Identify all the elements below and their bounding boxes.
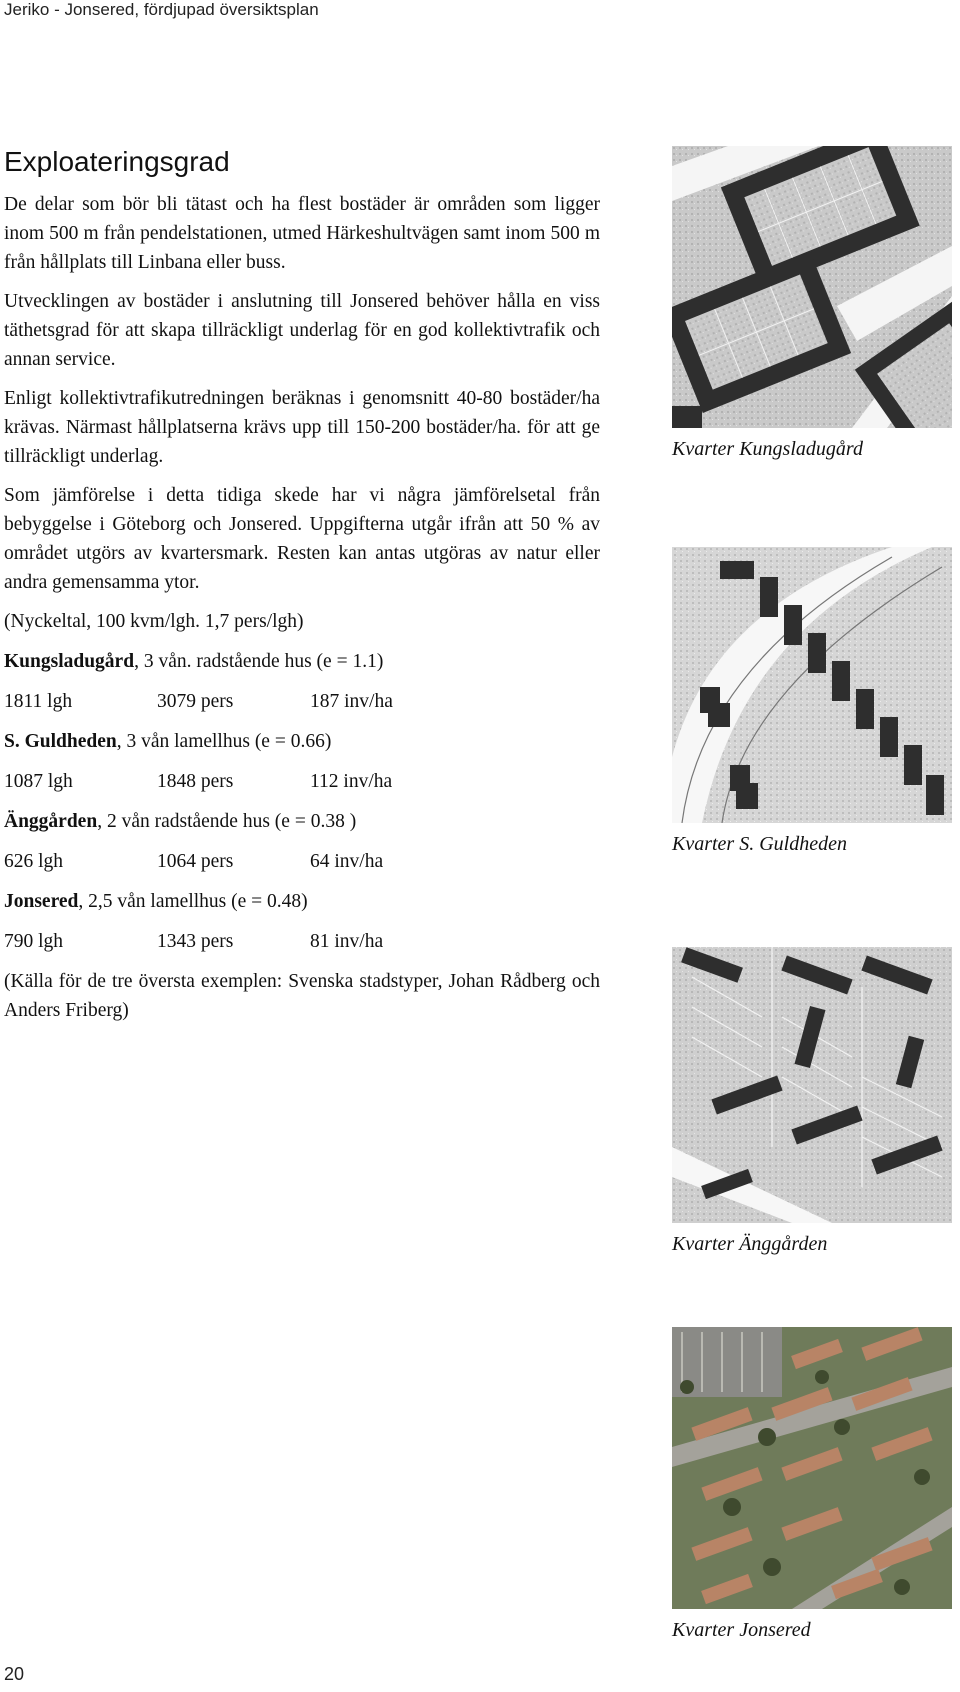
- stat-pers: 1064 pers: [157, 851, 234, 872]
- stat-pers: 1848 pers: [157, 771, 234, 792]
- stat-inv: 81 inv/ha: [310, 931, 384, 952]
- running-header: Jeriko - Jonsered, fördjupad översiktsplan: [4, 0, 319, 19]
- aerial-photo-jonsered: [672, 1327, 952, 1609]
- paragraph: Som jämförelse i detta tidiga skede har vi några jämförelsetal från bebyggelse i Göteborg och Jonsered. Uppgifterna utgår ifrån att 50 % av området utgörs av kvartersmark. Resten kan antas utgöras av natur eller andra gemensamma ytor.: [4, 485, 600, 593]
- stat-inv: 187 inv/ha: [310, 691, 393, 712]
- example-desc: , 2,5 vån lamellhus (e = 0.48): [78, 891, 308, 912]
- page-number: 20: [4, 1664, 25, 1684]
- figure-caption: Kvarter Änggården: [672, 1233, 828, 1255]
- plan-map-anggarden: [672, 947, 952, 1223]
- stat-lgh: 1811 lgh: [4, 691, 73, 712]
- example-title: [4, 727, 600, 756]
- figure-caption: Kvarter Kungsladugård: [672, 438, 863, 460]
- example-name: Änggården: [4, 811, 98, 832]
- example-name: S. Guldheden: [4, 731, 117, 752]
- example-name: Jonsered: [4, 891, 79, 912]
- example-stats: [4, 847, 600, 876]
- figure-guldheden: [672, 547, 952, 856]
- stat-lgh: 790 lgh: [4, 931, 64, 952]
- example-title: [4, 807, 600, 836]
- example-title: [4, 647, 600, 676]
- example-stats: [4, 927, 600, 956]
- paragraph: Utvecklingen av bostäder i anslutning till Jonsered behöver hålla en viss täthetsgrad för att skapa tillräckligt underlag för en god kollektivtrafik och annan service.: [4, 291, 600, 370]
- key-figures: (Nyckeltal, 100 kvm/lgh. 1,7 pers/lgh): [4, 611, 304, 632]
- source-note: (Källa för de tre översta exemplen: Svenska stadstyper, Johan Rådberg och Anders Friberg): [4, 971, 600, 1021]
- stat-inv: 112 inv/ha: [310, 771, 393, 792]
- figure-anggarden: [672, 947, 952, 1256]
- example-desc: , 2 vån radstående hus (e = 0.38 ): [97, 811, 357, 832]
- example-name: Kungsladugård: [4, 651, 135, 672]
- figure-jonsered: [672, 1327, 952, 1642]
- stat-inv: 64 inv/ha: [310, 851, 384, 872]
- figure-caption: Kvarter S. Guldheden: [672, 833, 847, 855]
- stat-lgh: 626 lgh: [4, 851, 64, 872]
- stat-pers: 3079 pers: [157, 691, 234, 712]
- example-desc: , 3 vån lamellhus (e = 0.66): [116, 731, 332, 752]
- section-heading: Exploateringsgrad: [4, 146, 230, 177]
- main-text-column: [4, 146, 600, 1045]
- paragraph: De delar som bör bli tätast och ha flest bostäder är områden som ligger inom 500 m från pendelstationen, utmed Härkeshultvägen samt inom 500 m från hållplats till Linbana eller buss.: [4, 194, 600, 273]
- example-desc: , 3 vån. radstående hus (e = 1.1): [134, 651, 384, 672]
- figure-kungsladugard: [672, 146, 952, 461]
- figure-caption: Kvarter Jonsered: [672, 1619, 811, 1641]
- stat-pers: 1343 pers: [157, 931, 234, 952]
- example-stats: [4, 767, 600, 796]
- paragraph: Enligt kollektivtrafikutredningen beräknas i genomsnitt 40-80 bostäder/ha krävas. Närmast hållplatserna krävs upp till 150-200 bostäder/ha. för att ge tillräckligt underlag.: [4, 388, 600, 467]
- plan-map-kungsladugard: [672, 146, 952, 428]
- example-stats: [4, 687, 600, 716]
- stat-lgh: 1087 lgh: [4, 771, 73, 792]
- example-title: [4, 887, 600, 916]
- plan-map-guldheden: [672, 547, 952, 823]
